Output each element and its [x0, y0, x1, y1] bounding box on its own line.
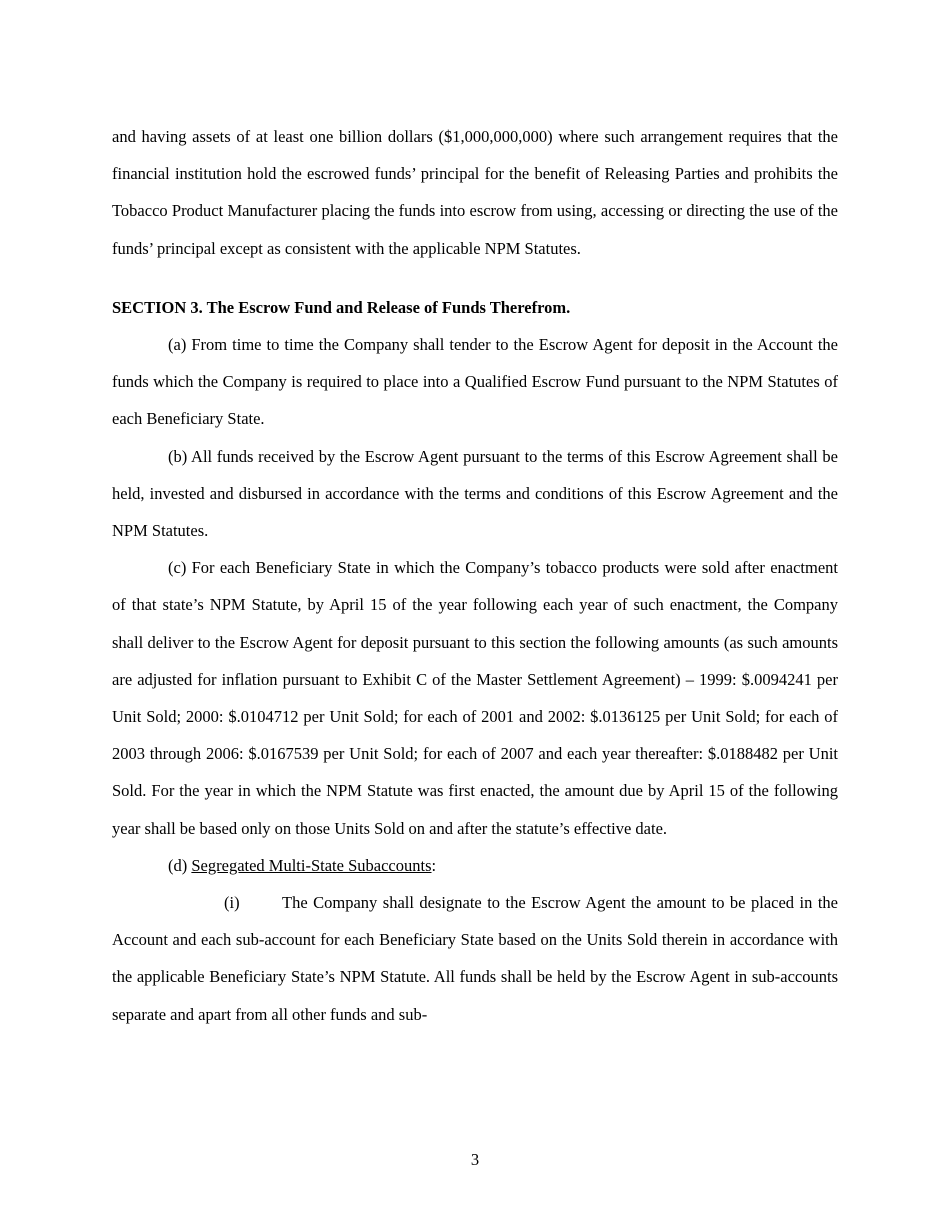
paragraph-a: (a) From time to time the Company shall tender to the Escrow Agent for deposit in the Account the funds which the Company is required to place into a Qualified Escrow Fund pursuant to the NPM Statutes of each Beneficiary State. [112, 335, 838, 429]
paragraph-d-heading [112, 847, 838, 884]
document-page [112, 118, 838, 1033]
paragraph-d-title: Segregated Multi-State Subaccounts [191, 855, 432, 875]
page-number: 3 [470, 1150, 480, 1169]
paragraph-d-i-label: (i) [224, 893, 240, 913]
paragraph-d-label: (d) [168, 855, 192, 875]
section-heading: SECTION 3. The Escrow Fund and Release of Funds Therefrom. [112, 297, 571, 317]
paragraph-b: (b) All funds received by the Escrow Agent pursuant to the terms of this Escrow Agreement shall be held, invested and disbursed in accordance with the terms and conditions of this Escrow Agreement and the NPM Statutes. [112, 446, 838, 541]
paragraph-d-i-text: The Company shall designate to the Escrow Agent the amount to be placed in the Account and each sub-account for each Beneficiary State based on the Units Sold therein in accordance with the applicable Beneficiary State’s NPM Statute. All funds shall be held by the Escrow Agent in sub-accounts separate and apart from all other funds and sub- [112, 893, 838, 1024]
paragraph-d-i [112, 884, 838, 1033]
intro-paragraph: and having assets of at least one billion dollars ($1,000,000,000) where such arrangement requires that the financial institution hold the escrowed funds’ principal for the benefit of Releasing Parties and prohibits the Tobacco Product Manufacturer placing the funds into escrow from using, accessing or directing the use of the funds’ principal except as consistent with the applicable NPM Statutes. [112, 127, 838, 258]
paragraph-d-colon: : [431, 855, 437, 875]
paragraph-c: (c) For each Beneficiary State in which the Company’s tobacco products were sold after enactment of that state’s NPM Statute, by April 15 of the year following each year of such enactment, the Company shall deliver to the Escrow Agent for deposit pursuant to this section the following amounts (as such amounts are adjusted for inflation pursuant to Exhibit C of the Master Settlement Agreement) – 1999: $.0094241 per Unit Sold; 2000: $.0104712 per Unit Sold; for each of 2001 and 2002: $.0136125 per Unit Sold; for each of 2003 through 2006: $.0167539 per Unit Sold; for each of 2007 and each year thereafter: $.0188482 per Unit Sold. For the year in which the NPM Statute was first enacted, the amount due by April 15 of the following year shall be based only on those Units Sold on and after the statute’s effective date. [112, 558, 838, 838]
